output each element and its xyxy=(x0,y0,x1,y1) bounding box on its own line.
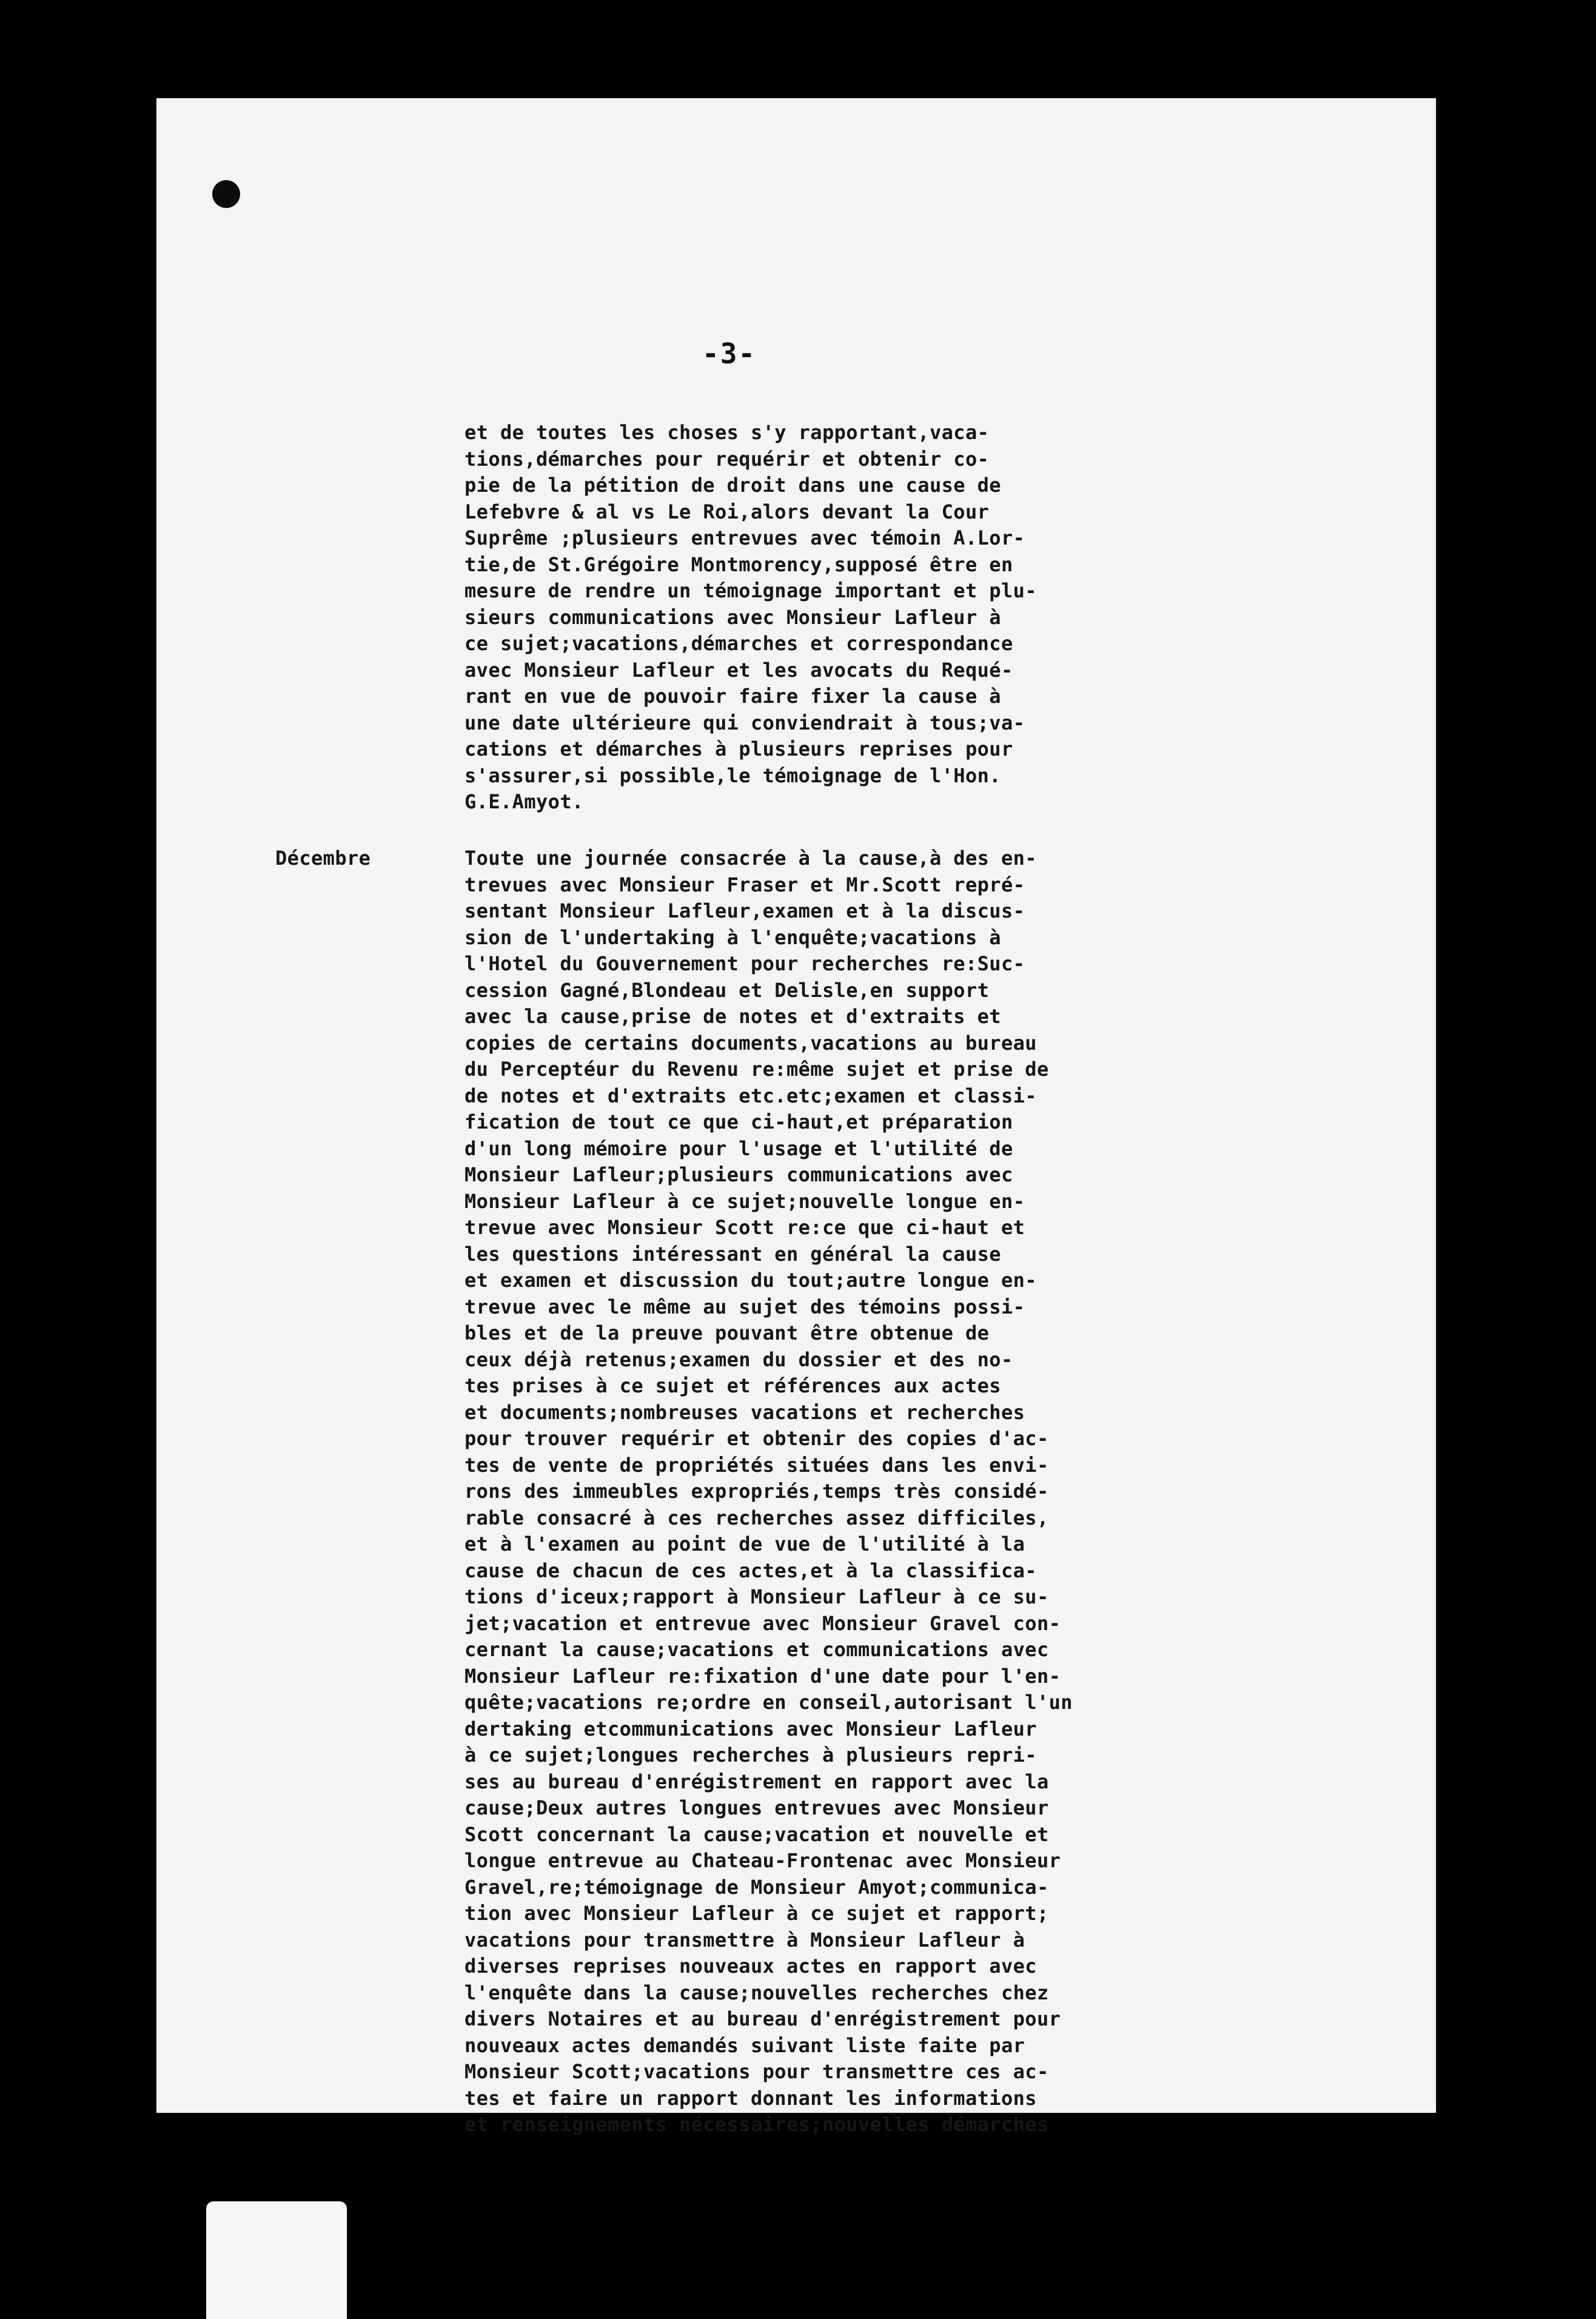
text-line: et de toutes les choses s'y rapportant,vaca- xyxy=(464,421,990,444)
text-line: Toute une journée consacrée à la cause,à des en- xyxy=(464,847,1037,870)
text-line: tes prises à ce sujet et références aux actes xyxy=(464,1374,1001,1397)
text-line: l'enquête dans la cause;nouvelles recherches chez xyxy=(464,1981,1049,2004)
text-line: cations et démarches à plusieurs reprises pour xyxy=(464,737,1013,760)
text-line: Scott concernant la cause;vacation et nouvelle et xyxy=(464,1822,1049,1846)
text-line: Monsieur Lafleur;plusieurs communications avec xyxy=(464,1163,1013,1186)
text-line: quête;vacations re;ordre en conseil,autorisant l'un xyxy=(464,1691,1073,1714)
text-line: rons des immeubles expropriés,temps très considé- xyxy=(464,1480,1049,1503)
text-line: mesure de rendre un témoignage important et plu- xyxy=(464,579,1037,602)
text-line: trevues avec Monsieur Fraser et Mr.Scott repré- xyxy=(464,873,1025,896)
text-line: vacations pour transmettre à Monsieur Lafleur à xyxy=(464,1928,1025,1952)
paragraph-decembre xyxy=(464,845,1362,2138)
text-line: Monsieur Lafleur à ce sujet;nouvelle longue en- xyxy=(464,1189,1025,1213)
text-line: tes et faire un rapport donnant les informations xyxy=(464,2086,1037,2110)
text-line: ses au bureau d'enrégistrement en rapport avec la xyxy=(464,1770,1049,1793)
text-line: sion de l'undertaking à l'enquête;vacations à xyxy=(464,925,1001,949)
text-line: tions,démarches pour requérir et obtenir co- xyxy=(464,447,990,471)
text-line: de notes et d'extraits etc.etc;examen et classi- xyxy=(464,1084,1037,1107)
text-line: jet;vacation et entrevue avec Monsieur Gravel con- xyxy=(464,1611,1061,1635)
text-line: fication de tout ce que ci-haut,et préparation xyxy=(464,1110,1013,1133)
film-tab xyxy=(206,2201,347,2319)
text-line: s'assurer,si possible,le témoignage de l'Hon. xyxy=(464,763,1001,787)
text-line: copies de certains documents,vacations au bureau xyxy=(464,1031,1037,1055)
text-line: tes de vente de propriétés situées dans les envi- xyxy=(464,1453,1049,1477)
text-line: l'Hotel du Gouvernement pour recherches re:Suc- xyxy=(464,952,1025,975)
text-line: une date ultérieure qui conviendrait à tous;va- xyxy=(464,711,1025,734)
text-line: diverses reprises nouveaux actes en rapport avec xyxy=(464,1955,1037,1978)
text-line: trevue avec Monsieur Scott re:ce que ci-haut et xyxy=(464,1216,1025,1239)
punch-hole xyxy=(212,180,240,208)
text-line: pour trouver requérir et obtenir des copies d'ac- xyxy=(464,1427,1049,1450)
text-line: et examen et discussion du tout;autre longue en- xyxy=(464,1269,1037,1292)
text-line: cause;Deux autres longues entrevues avec Monsieur xyxy=(464,1796,1049,1819)
text-line: pie de la pétition de droit dans une cause de xyxy=(464,474,1001,497)
text-line: bles et de la preuve pouvant être obtenue de xyxy=(464,1321,990,1344)
text-line: tie,de St.Grégoire Montmorency,supposé être en xyxy=(464,552,1013,576)
text-line: rable consacré à ces recherches assez difficiles, xyxy=(464,1506,1049,1529)
text-line: Gravel,re;témoignage de Monsieur Amyot;communica- xyxy=(464,1875,1049,1899)
text-line: et à l'examen au point de vue de l'utilité à la xyxy=(464,1532,1025,1556)
text-line: Suprême ;plusieurs entrevues avec témoin A.Lor- xyxy=(464,526,1025,549)
text-line: nouveaux actes demandés suivant liste faite par xyxy=(464,2033,1025,2057)
text-line: d'un long mémoire pour l'usage et l'utilité de xyxy=(464,1136,1013,1160)
text-line: avec Monsieur Lafleur et les avocats du Requé- xyxy=(464,658,1013,682)
text-line: Lefebvre & al vs Le Roi,alors devant la Cour xyxy=(464,500,990,523)
text-line: rant en vue de pouvoir faire fixer la cause à xyxy=(464,685,1001,708)
text-line: et renseignements nécessaires;nouvelles démarches xyxy=(464,2113,1049,2136)
page-number: -3- xyxy=(702,337,757,370)
text-line: Monsieur Lafleur re:fixation d'une date pour l'en- xyxy=(464,1664,1061,1688)
text-line: à ce sujet;longues recherches à plusieurs repri- xyxy=(464,1743,1037,1767)
text-line: sentant Monsieur Lafleur,examen et à la discus- xyxy=(464,899,1025,922)
document-page xyxy=(156,98,1436,2136)
text-line: cause de chacun de ces actes,et à la classifica- xyxy=(464,1559,1037,1582)
text-line: sieurs communications avec Monsieur Lafleur à xyxy=(464,605,1001,629)
text-line: longue entrevue au Chateau-Frontenac avec Monsieur xyxy=(464,1849,1061,1872)
margin-label-month: Décembre xyxy=(275,847,371,870)
text-line: cession Gagné,Blondeau et Delisle,en support xyxy=(464,978,990,1002)
text-line: tion avec Monsieur Lafleur à ce sujet et rapport; xyxy=(464,1902,1049,1925)
text-line: avec la cause,prise de notes et d'extraits et xyxy=(464,1005,1001,1028)
text-line: du Perceptéur du Revenu re:même sujet et prise de xyxy=(464,1058,1049,1081)
text-line: divers Notaires et au bureau d'enrégistrement pour xyxy=(464,2007,1061,2030)
text-line: tions d'iceux;rapport à Monsieur Lafleur à ce su- xyxy=(464,1585,1049,1608)
text-line: ceux déjà retenus;examen du dossier et des no- xyxy=(464,1347,1013,1371)
text-line: trevue avec le même au sujet des témoins possi- xyxy=(464,1295,1025,1318)
paragraph-top xyxy=(464,420,1362,816)
text-line: ce sujet;vacations,démarches et correspondance xyxy=(464,632,1013,655)
text-line: Monsieur Scott;vacations pour transmettre ces ac- xyxy=(464,2060,1049,2083)
text-line: dertaking etcommunications avec Monsieur Lafleur xyxy=(464,1717,1037,1740)
text-line: cernant la cause;vacations et communications avec xyxy=(464,1638,1049,1661)
text-line: les questions intéressant en général la cause xyxy=(464,1242,1001,1266)
text-line: et documents;nombreuses vacations et recherches xyxy=(464,1400,1025,1424)
text-line: G.E.Amyot. xyxy=(464,790,584,813)
